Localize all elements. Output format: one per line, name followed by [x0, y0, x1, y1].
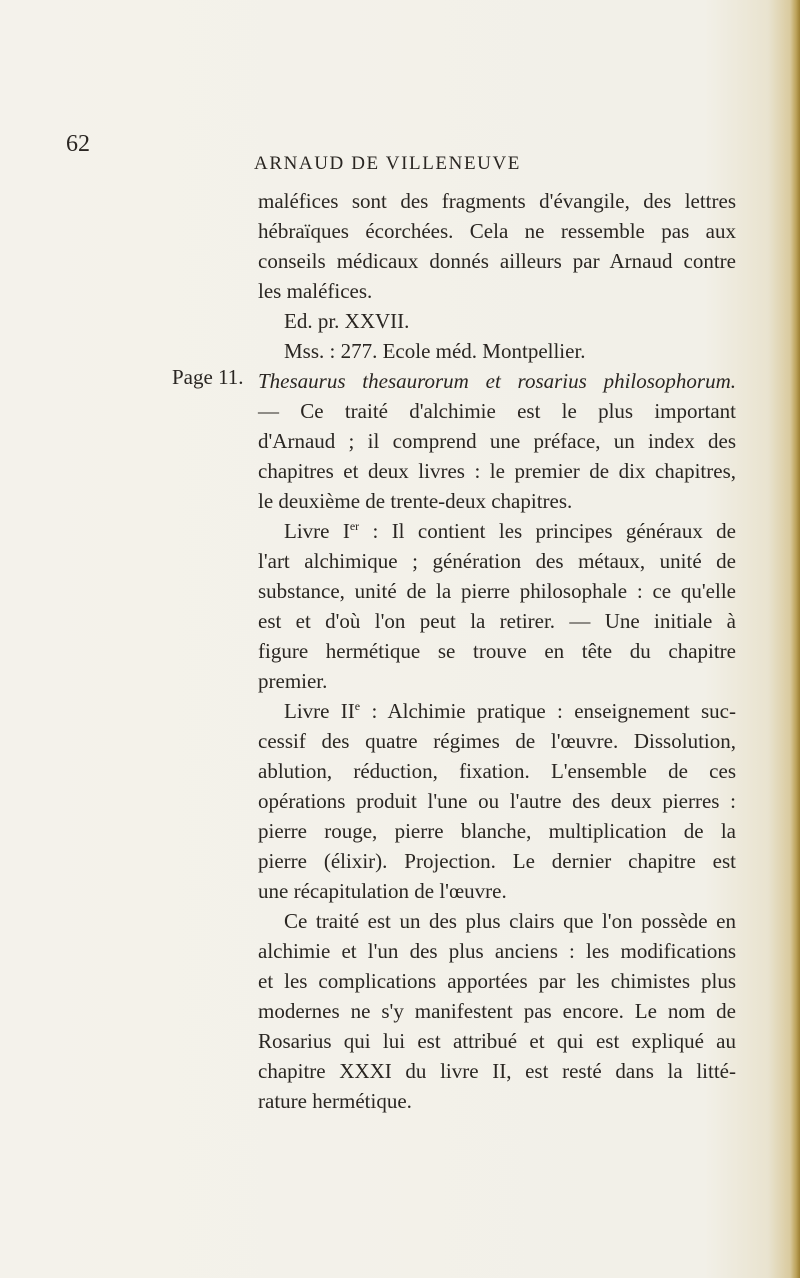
text-line: l'art alchimique ; génération des métaux, unité de [258, 549, 736, 573]
text-line: le deuxième de trente-deux chapitres. [258, 489, 573, 513]
text-line: modernes ne s'y manifestent pas encore. Le nom de [258, 999, 736, 1023]
text-line: alchimie et l'un des plus anciens : les modifications [258, 939, 736, 963]
text-line: hébraïques écorchées. Cela ne ressemble pas aux [258, 219, 736, 243]
text-line: pierre rouge, pierre blanche, multiplication de la [258, 819, 736, 843]
text-line: pierre (élixir). Projection. Le dernier chapitre est [258, 849, 736, 873]
page-edge-shadow [790, 0, 800, 1278]
body-text [258, 186, 736, 1116]
margin-page-reference: Page 11. [172, 365, 244, 389]
text-line: Mss. : 277. Ecole méd. Montpellier. [284, 339, 586, 363]
text-line: Rosarius qui lui est attribué et qui est expliqué au [258, 1029, 736, 1053]
text-line: rature hermétique. [258, 1089, 412, 1113]
text-line: substance, unité de la pierre philosophale : ce qu'elle [258, 579, 736, 603]
text-line: Livre IIe : Alchimie pratique : enseignement suc- [284, 699, 736, 723]
text-line: — Ce traité d'alchimie est le plus important [258, 399, 736, 423]
text-line: opérations produit l'une ou l'autre des deux pierres : [258, 789, 736, 813]
text-line: conseils médicaux donnés ailleurs par Arnaud contre [258, 249, 736, 273]
text-line: Ed. pr. XXVII. [284, 309, 410, 333]
text-line: ablution, réduction, fixation. L'ensemble de ces [258, 759, 736, 783]
text-line: figure hermétique se trouve en tête du chapitre [258, 639, 736, 663]
text-line: Ce traité est un des plus clairs que l'on possède en [284, 909, 736, 933]
text-line: premier. [258, 669, 328, 693]
text-line: et les complications apportées par les chimistes plus [258, 969, 736, 993]
text-line: une récapitulation de l'œuvre. [258, 879, 507, 903]
text-line: est et d'où l'on peut la retirer. — Une initiale à [258, 609, 736, 633]
running-head-title: ARNAUD DE VILLENEUVE [254, 153, 522, 174]
text-line: cessif des quatre régimes de l'œuvre. Dissolution, [258, 729, 736, 753]
text-line: chapitre XXXI du livre II, est resté dans la litté- [258, 1059, 736, 1083]
text-line: maléfices sont des fragments d'évangile, des lettres [258, 189, 736, 213]
text-line: les maléfices. [258, 279, 373, 303]
work-title-line: Thesaurus thesaurorum et rosarius philosophorum. [258, 369, 736, 393]
text-line: Livre Ier : Il contient les principes généraux de [284, 519, 736, 543]
text-line: chapitres et deux livres : le premier de dix chapitres, [258, 459, 736, 483]
page-number: 62 [66, 131, 90, 157]
text-line: d'Arnaud ; il comprend une préface, un index des [258, 429, 736, 453]
